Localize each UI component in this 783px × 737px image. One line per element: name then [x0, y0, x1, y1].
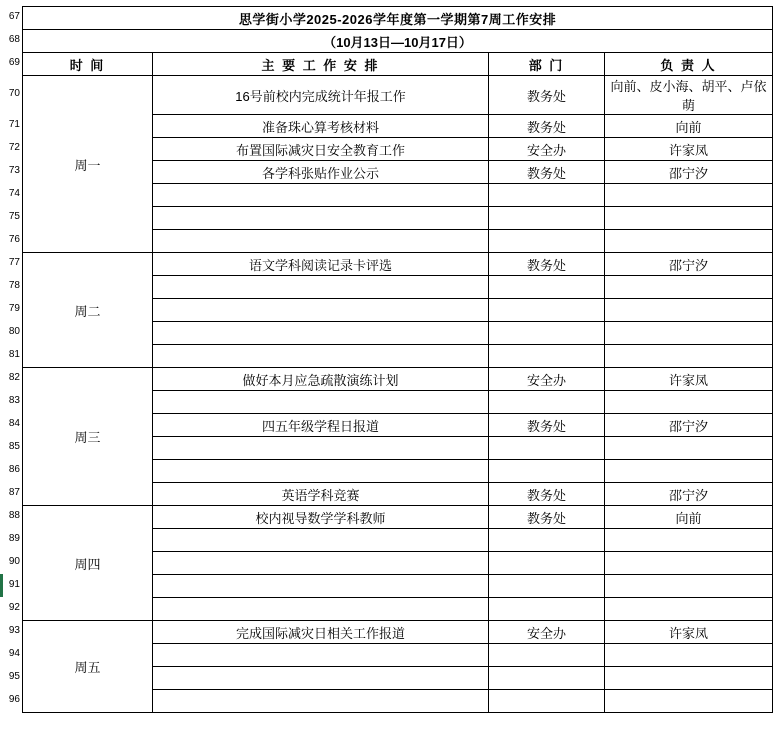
task-cell[interactable] — [153, 437, 489, 460]
dept-cell[interactable] — [489, 207, 605, 230]
row-number[interactable]: 67 — [8, 11, 20, 22]
dept-cell[interactable]: 教务处 — [489, 253, 605, 276]
task-cell[interactable] — [153, 644, 489, 667]
row-number[interactable]: 90 — [8, 556, 20, 567]
owner-cell[interactable] — [605, 690, 773, 713]
owner-cell[interactable] — [605, 667, 773, 690]
dept-cell[interactable] — [489, 644, 605, 667]
task-cell[interactable] — [153, 575, 489, 598]
dept-cell[interactable]: 教务处 — [489, 161, 605, 184]
owner-cell[interactable]: 许家凤 — [605, 621, 773, 644]
row-number[interactable]: 88 — [8, 510, 20, 521]
row-selection-marker — [0, 574, 3, 597]
task-cell[interactable] — [153, 598, 489, 621]
row-number[interactable]: 77 — [8, 257, 20, 268]
dept-cell[interactable] — [489, 345, 605, 368]
document-subtitle: （10月13日—10月17日） — [23, 30, 773, 53]
owner-cell[interactable] — [605, 207, 773, 230]
table-row — [23, 506, 773, 529]
row-number[interactable]: 96 — [8, 694, 20, 705]
owner-cell[interactable]: 邵宁汐 — [605, 483, 773, 506]
task-cell[interactable]: 做好本月应急疏散演练计划 — [153, 368, 489, 391]
row-number[interactable]: 92 — [8, 602, 20, 613]
task-cell[interactable]: 准备珠心算考核材料 — [153, 115, 489, 138]
owner-cell[interactable] — [605, 299, 773, 322]
task-cell[interactable] — [153, 529, 489, 552]
task-cell[interactable]: 16号前校内完成统计年报工作 — [153, 76, 489, 115]
dept-cell[interactable]: 安全办 — [489, 621, 605, 644]
owner-cell[interactable]: 许家凤 — [605, 368, 773, 391]
dept-cell[interactable] — [489, 230, 605, 253]
table-row — [23, 253, 773, 276]
column-header-owner: 负 责 人 — [605, 53, 773, 76]
table-row-header — [23, 53, 773, 76]
task-cell[interactable] — [153, 276, 489, 299]
task-cell[interactable] — [153, 690, 489, 713]
day-label-wednesday: 周三 — [23, 368, 153, 506]
task-cell[interactable]: 校内视导数学学科教师 — [153, 506, 489, 529]
task-cell[interactable]: 布置国际减灾日安全教育工作 — [153, 138, 489, 161]
row-number[interactable]: 82 — [8, 372, 20, 383]
day-label-thursday: 周四 — [23, 506, 153, 621]
owner-cell[interactable] — [605, 230, 773, 253]
column-header-dept: 部 门 — [489, 53, 605, 76]
row-number[interactable]: 72 — [8, 142, 20, 153]
dept-cell[interactable] — [489, 575, 605, 598]
row-header-gutter — [0, 0, 22, 737]
owner-cell[interactable] — [605, 391, 773, 414]
row-number[interactable]: 78 — [8, 280, 20, 291]
row-number[interactable]: 89 — [8, 533, 20, 544]
table-row-subtitle — [23, 30, 773, 53]
day-label-monday: 周一 — [23, 76, 153, 253]
row-number[interactable]: 93 — [8, 625, 20, 636]
row-number[interactable]: 81 — [8, 349, 20, 360]
sheet-empty-area — [22, 722, 772, 737]
owner-cell[interactable] — [605, 644, 773, 667]
task-cell[interactable]: 四五年级学程日报道 — [153, 414, 489, 437]
task-cell[interactable] — [153, 184, 489, 207]
row-number[interactable]: 85 — [8, 441, 20, 452]
weekly-schedule-table — [22, 6, 773, 713]
row-number[interactable]: 74 — [8, 188, 20, 199]
dept-cell[interactable] — [489, 598, 605, 621]
table-row-title — [23, 7, 773, 30]
task-cell[interactable] — [153, 552, 489, 575]
task-cell[interactable] — [153, 391, 489, 414]
column-header-time: 时 间 — [23, 53, 153, 76]
dept-cell[interactable]: 教务处 — [489, 414, 605, 437]
dept-cell[interactable] — [489, 437, 605, 460]
owner-cell[interactable] — [605, 598, 773, 621]
task-cell[interactable] — [153, 230, 489, 253]
row-number[interactable]: 75 — [8, 211, 20, 222]
dept-cell[interactable] — [489, 690, 605, 713]
day-label-friday: 周五 — [23, 621, 153, 713]
dept-cell[interactable] — [489, 391, 605, 414]
row-number[interactable]: 95 — [8, 671, 20, 682]
dept-cell[interactable]: 教务处 — [489, 483, 605, 506]
row-number[interactable]: 87 — [8, 487, 20, 498]
dept-cell[interactable] — [489, 529, 605, 552]
row-number[interactable]: 86 — [8, 464, 20, 475]
dept-cell[interactable] — [489, 299, 605, 322]
row-number[interactable]: 76 — [8, 234, 20, 245]
row-number[interactable]: 91 — [8, 579, 20, 590]
row-number[interactable]: 79 — [8, 303, 20, 314]
owner-cell[interactable] — [605, 460, 773, 483]
dept-cell[interactable]: 安全办 — [489, 138, 605, 161]
task-cell[interactable] — [153, 667, 489, 690]
owner-cell[interactable] — [605, 552, 773, 575]
dept-cell[interactable] — [489, 322, 605, 345]
row-number[interactable]: 71 — [8, 119, 20, 130]
table-row — [23, 621, 773, 644]
task-cell[interactable] — [153, 207, 489, 230]
row-number[interactable]: 84 — [8, 418, 20, 429]
owner-cell[interactable]: 向前 — [605, 115, 773, 138]
dept-cell[interactable] — [489, 552, 605, 575]
task-cell[interactable]: 各学科张贴作业公示 — [153, 161, 489, 184]
row-number[interactable]: 68 — [8, 34, 20, 45]
owner-cell[interactable] — [605, 276, 773, 299]
row-number[interactable]: 83 — [8, 395, 20, 406]
row-number[interactable]: 73 — [8, 165, 20, 176]
owner-cell[interactable] — [605, 345, 773, 368]
dept-cell[interactable] — [489, 276, 605, 299]
task-cell[interactable] — [153, 322, 489, 345]
dept-cell[interactable] — [489, 460, 605, 483]
dept-cell[interactable] — [489, 184, 605, 207]
owner-cell[interactable]: 邵宁汐 — [605, 253, 773, 276]
owner-cell[interactable]: 许家凤 — [605, 138, 773, 161]
table-row — [23, 368, 773, 391]
task-cell[interactable]: 英语学科竞赛 — [153, 483, 489, 506]
row-number[interactable]: 94 — [8, 648, 20, 659]
task-cell[interactable]: 完成国际减灾日相关工作报道 — [153, 621, 489, 644]
dept-cell[interactable]: 教务处 — [489, 115, 605, 138]
document-title: 思学街小学2025-2026学年度第一学期第7周工作安排 — [23, 7, 773, 30]
task-cell[interactable]: 语文学科阅读记录卡评选 — [153, 253, 489, 276]
owner-cell[interactable]: 向前 — [605, 506, 773, 529]
owner-cell[interactable] — [605, 529, 773, 552]
day-label-tuesday: 周二 — [23, 253, 153, 368]
task-cell[interactable] — [153, 345, 489, 368]
owner-cell[interactable] — [605, 437, 773, 460]
table-row — [23, 76, 773, 115]
dept-cell[interactable]: 教务处 — [489, 506, 605, 529]
owner-cell[interactable] — [605, 575, 773, 598]
owner-cell[interactable]: 向前、皮小海、胡平、卢依萌 — [605, 76, 773, 115]
owner-cell[interactable] — [605, 184, 773, 207]
dept-cell[interactable]: 安全办 — [489, 368, 605, 391]
task-cell[interactable] — [153, 460, 489, 483]
owner-cell[interactable]: 邵宁汐 — [605, 414, 773, 437]
column-header-task: 主 要 工 作 安 排 — [153, 53, 489, 76]
task-cell[interactable] — [153, 299, 489, 322]
row-number[interactable]: 80 — [8, 326, 20, 337]
row-number[interactable]: 69 — [8, 57, 20, 68]
dept-cell[interactable] — [489, 667, 605, 690]
owner-cell[interactable]: 邵宁汐 — [605, 161, 773, 184]
owner-cell[interactable] — [605, 322, 773, 345]
dept-cell[interactable]: 教务处 — [489, 76, 605, 115]
row-number[interactable]: 70 — [8, 88, 20, 99]
